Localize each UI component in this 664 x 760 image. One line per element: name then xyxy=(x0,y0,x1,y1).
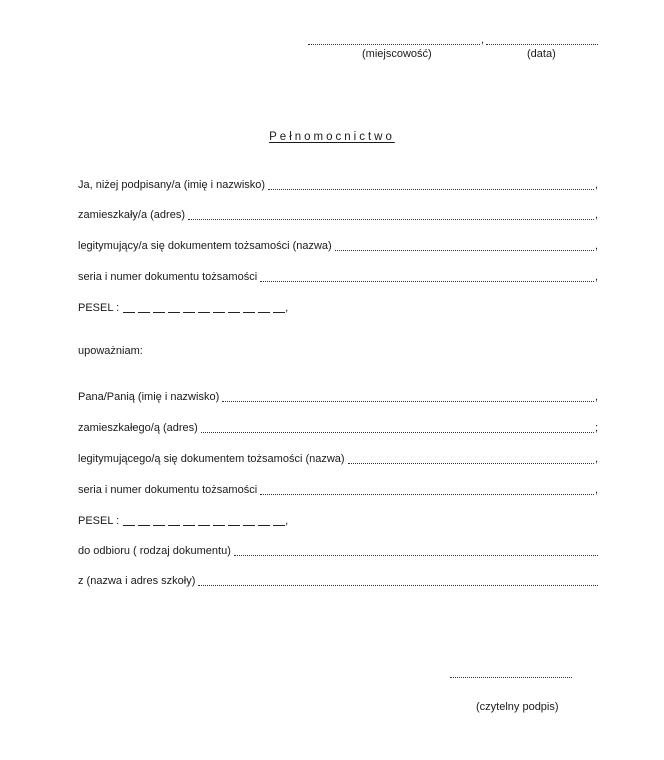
line-end: ; xyxy=(594,422,598,434)
pesel-digit-field[interactable] xyxy=(138,312,150,313)
pesel-digit-field[interactable] xyxy=(123,525,135,526)
pesel-digit-field[interactable] xyxy=(183,525,195,526)
line-end: , xyxy=(594,484,598,496)
grantor-name-field[interactable] xyxy=(268,189,594,190)
pickup-row xyxy=(78,544,598,558)
pesel-digit-field[interactable] xyxy=(198,312,210,313)
grantor-address-label: zamieszkały/a (adres) xyxy=(78,209,185,221)
attorney-pesel-label: PESEL : xyxy=(78,515,120,527)
line-end: , xyxy=(594,391,598,403)
line-end: , xyxy=(594,179,598,191)
pesel-digit-field[interactable] xyxy=(138,525,150,526)
attorney-id-number-field[interactable] xyxy=(260,494,594,495)
attorney-address-field[interactable] xyxy=(201,432,594,433)
pesel-digit-field[interactable] xyxy=(273,312,285,313)
line-end: , xyxy=(285,302,289,314)
date-caption: (data) xyxy=(527,48,556,60)
document-title: Pełnomocnictwo xyxy=(269,131,395,143)
authorize-text: upoważniam: xyxy=(78,345,143,357)
attorney-id-number-row xyxy=(78,483,598,497)
grantor-id-doc-label: legitymujący/a się dokumentem tożsamości (nazwa) xyxy=(78,240,332,252)
line-end: , xyxy=(285,515,289,527)
pesel-digit-field[interactable] xyxy=(198,525,210,526)
school-row xyxy=(78,574,598,588)
attorney-address-row xyxy=(78,421,598,435)
pesel-digit-field[interactable] xyxy=(228,525,240,526)
pesel-digit-field[interactable] xyxy=(123,312,135,313)
pesel-digit-field[interactable] xyxy=(243,525,255,526)
school-label: z (nazwa i adres szkoły) xyxy=(78,575,196,587)
attorney-address-label: zamieszkałego/ą (adres) xyxy=(78,422,198,434)
grantor-pesel-row xyxy=(78,301,288,315)
grantor-pesel-label: PESEL : xyxy=(78,302,120,314)
attorney-id-number-label: seria i numer dokumentu tożsamości xyxy=(78,484,258,496)
line-end: , xyxy=(594,240,598,252)
line-end: , xyxy=(594,209,598,221)
pesel-digit-field[interactable] xyxy=(243,312,255,313)
pesel-digit-field[interactable] xyxy=(183,312,195,313)
attorney-name-label: Pana/Panią (imię i nazwisko) xyxy=(78,391,220,403)
grantor-name-row xyxy=(78,178,598,192)
grantor-id-number-field[interactable] xyxy=(260,281,594,282)
pesel-digit-field[interactable] xyxy=(228,312,240,313)
signature-field[interactable] xyxy=(450,677,572,678)
header-separator: , xyxy=(481,34,485,46)
pesel-digit-field[interactable] xyxy=(153,525,165,526)
pickup-field[interactable] xyxy=(234,555,598,556)
pesel-digit-field[interactable] xyxy=(273,525,285,526)
date-field[interactable] xyxy=(486,44,598,45)
pesel-digit-field[interactable] xyxy=(213,525,225,526)
grantor-address-field[interactable] xyxy=(188,219,594,220)
signature-caption: (czytelny podpis) xyxy=(476,701,559,713)
place-caption: (miejscowość) xyxy=(362,48,432,60)
pesel-digit-field[interactable] xyxy=(168,525,180,526)
pesel-digit-field[interactable] xyxy=(258,525,270,526)
grantor-id-number-row xyxy=(78,270,598,284)
attorney-id-doc-label: legitymującego/ą się dokumentem tożsamości (nazwa) xyxy=(78,453,345,465)
grantor-name-label: Ja, niżej podpisany/a (imię i nazwisko) xyxy=(78,179,266,191)
attorney-id-doc-field[interactable] xyxy=(348,463,594,464)
pesel-digit-field[interactable] xyxy=(213,312,225,313)
attorney-name-row xyxy=(78,390,598,404)
attorney-pesel-row xyxy=(78,514,288,528)
pesel-digit-field[interactable] xyxy=(168,312,180,313)
pickup-label: do odbioru ( rodzaj dokumentu) xyxy=(78,545,231,557)
pesel-digit-field[interactable] xyxy=(153,312,165,313)
line-end: , xyxy=(594,271,598,283)
school-field[interactable] xyxy=(198,585,598,586)
pesel-digit-field[interactable] xyxy=(258,312,270,313)
grantor-id-number-label: seria i numer dokumentu tożsamości xyxy=(78,271,258,283)
line-end: , xyxy=(594,453,598,465)
grantor-id-doc-field[interactable] xyxy=(335,250,594,251)
place-field[interactable] xyxy=(308,44,480,45)
attorney-name-field[interactable] xyxy=(222,401,594,402)
grantor-id-doc-row xyxy=(78,239,598,253)
grantor-address-row xyxy=(78,208,598,222)
attorney-id-doc-row xyxy=(78,452,598,466)
